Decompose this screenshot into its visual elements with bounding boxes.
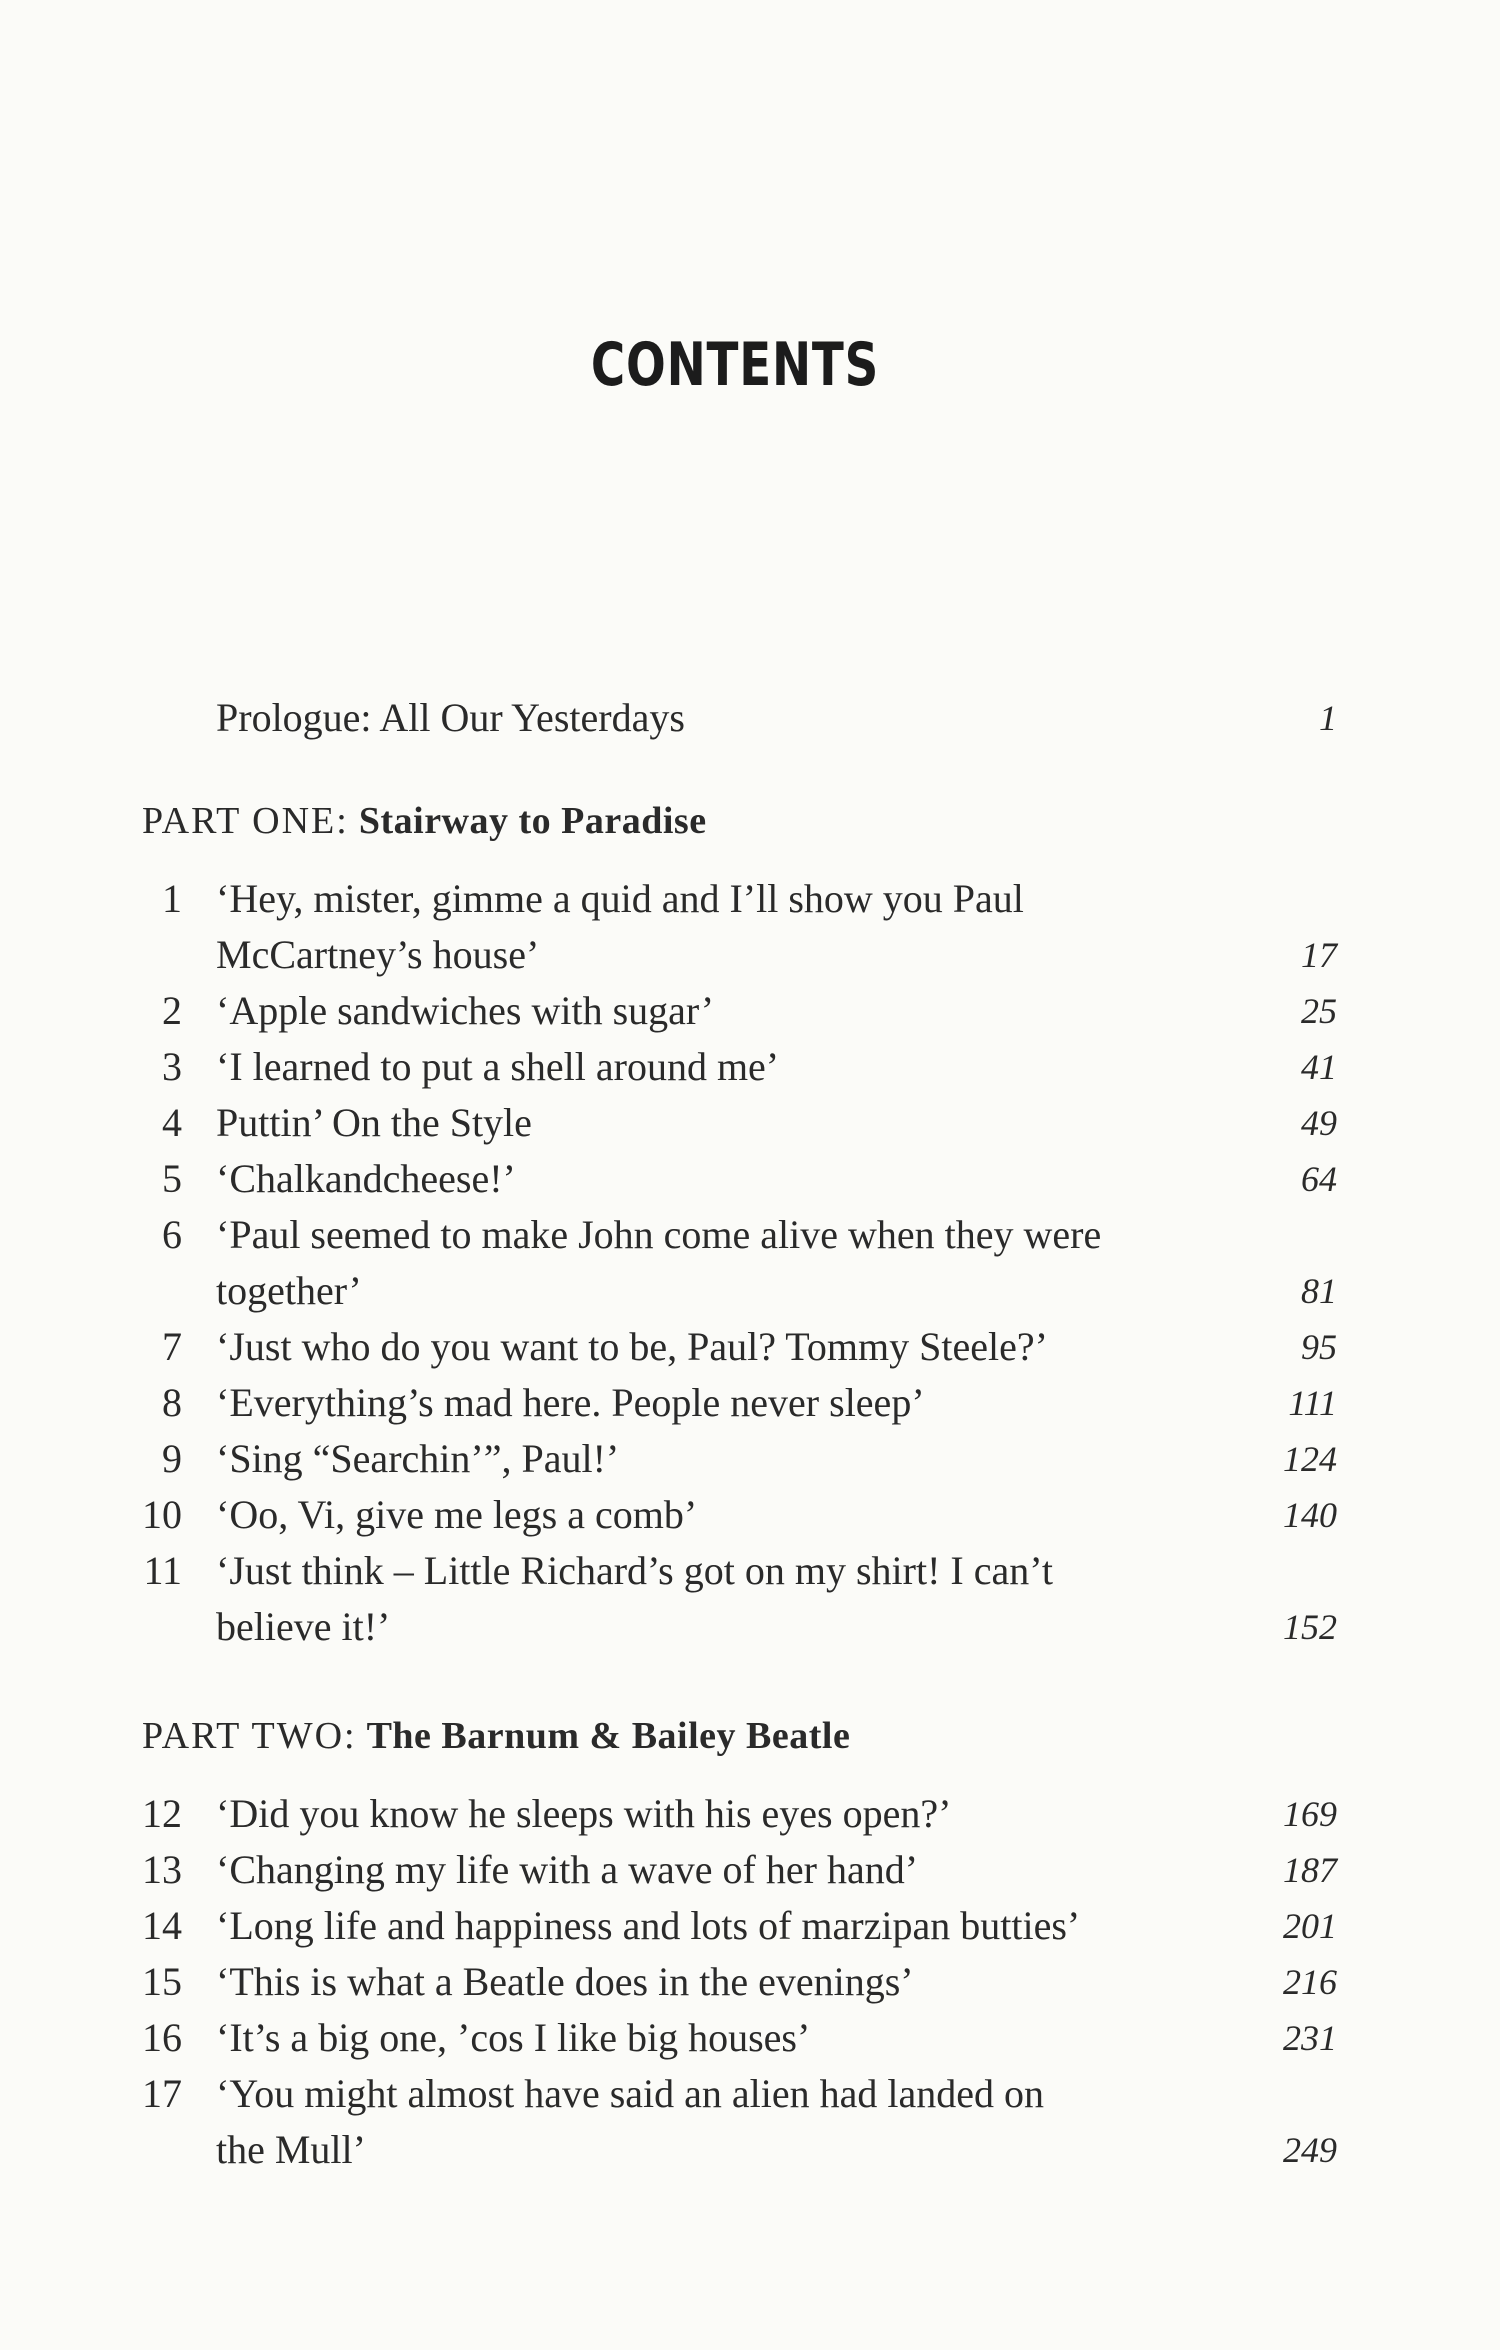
chapter-number: 2 [162,988,182,1033]
chapter-entry [142,1842,1337,1898]
chapter-title [216,1151,1207,1207]
chapter-title [216,1319,1207,1375]
chapter-title-line: ‘Just think – Little Richard’s got on my shirt! I can’t [216,1548,1053,1593]
chapter-page-number: 124 [1283,1439,1337,1479]
chapter-page-number: 169 [1283,1794,1337,1834]
chapter-number: 15 [142,1959,182,2004]
chapter-title-line: ‘Long life and happiness and lots of marzipan butties’ [216,1903,1081,1948]
chapter-number: 9 [162,1436,182,1481]
chapter-page-number: 17 [1301,935,1337,975]
chapter-page-number: 49 [1301,1103,1337,1143]
chapter-number: 10 [142,1492,182,1537]
part-name: Stairway to Paradise [358,800,707,842]
chapter-title-line: Puttin’ On the Style [216,1100,532,1145]
chapter-entry [142,1543,1337,1655]
chapter-title-line: ‘Hey, mister, gimme a quid and I’ll show you Paul [216,876,1024,921]
chapter-title [216,2010,1207,2066]
chapter-title-line: together’ [216,1268,362,1313]
chapter-page-number: 152 [1283,1607,1337,1647]
chapter-entry [142,1039,1337,1095]
chapter-page-number: 201 [1283,1906,1337,1946]
chapter-title-line: the Mull’ [216,2127,366,2172]
chapter-page-number: 231 [1283,2018,1337,2058]
chapter-title [216,1431,1207,1487]
chapter-entry [142,1095,1337,1151]
chapter-title-line: ‘Everything’s mad here. People never sleep’ [216,1380,925,1425]
chapter-title [216,1954,1207,2010]
part-label: PART ONE: [142,800,349,842]
part-name: The Barnum & Bailey Beatle [366,1715,851,1757]
chapter-title [216,1095,1207,1151]
chapter-title [216,1207,1207,1319]
chapter-title-line: ‘This is what a Beatle does in the evenings’ [216,1959,914,2004]
chapter-entry [142,1207,1337,1319]
chapter-title [216,1898,1207,1954]
chapter-title [216,983,1207,1039]
chapter-entry [142,1898,1337,1954]
chapter-title-line: ‘Sing “Searchin’”, Paul!’ [216,1436,620,1481]
chapter-title-line: ‘Oo, Vi, give me legs a comb’ [216,1492,698,1537]
part-heading [142,1708,1337,1764]
chapter-page-number: 249 [1283,2130,1337,2170]
chapter-page-number: 81 [1301,1271,1337,1311]
chapter-title-line: believe it!’ [216,1604,391,1649]
chapter-title-line: ‘Just who do you want to be, Paul? Tommy Steele?’ [216,1324,1048,1369]
chapter-title [216,1487,1207,1543]
part-heading [142,793,1337,849]
chapter-number: 16 [142,2015,182,2060]
chapter-page-number: 41 [1301,1047,1337,1087]
chapter-entry [142,871,1337,983]
chapter-entry [142,1954,1337,2010]
chapter-title-line: ‘Did you know he sleeps with his eyes open?’ [216,1791,952,1836]
chapter-title [216,871,1207,983]
chapter-number: 5 [162,1156,182,1201]
table-of-contents [142,690,1337,2178]
chapter-number: 8 [162,1380,182,1425]
chapter-number: 3 [162,1044,182,1089]
chapter-page-number: 187 [1283,1850,1337,1890]
prologue-entry [142,690,1337,746]
chapter-entry [142,2066,1337,2178]
chapter-entry [142,1151,1337,1207]
chapter-title-line: ‘Chalkandcheese!’ [216,1156,516,1201]
chapter-number: 12 [142,1791,182,1836]
chapter-entry [142,983,1337,1039]
chapter-title-line: McCartney’s house’ [216,932,540,977]
chapter-page-number: 95 [1301,1327,1337,1367]
chapter-entry [142,1319,1337,1375]
chapter-number: 13 [142,1847,182,1892]
chapter-number: 1 [162,876,182,921]
chapter-page-number: 216 [1283,1962,1337,2002]
chapter-title-line: ‘Paul seemed to make John come alive when they were [216,1212,1102,1257]
chapter-entry [142,1487,1337,1543]
chapter-number: 17 [142,2071,182,2116]
chapter-title-line: ‘Changing my life with a wave of her hand’ [216,1847,919,1892]
chapter-entry [142,1431,1337,1487]
chapter-number: 4 [162,1100,182,1145]
prologue-title: Prologue: All Our Yesterdays [216,695,685,740]
part-label: PART TWO: [142,1715,357,1757]
chapter-title-line: ‘You might almost have said an alien had landed on [216,2071,1045,2116]
chapter-page-number: 111 [1288,1383,1337,1423]
chapter-page-number: 140 [1283,1495,1337,1535]
chapter-title-line: ‘It’s a big one, ’cos I like big houses’ [216,2015,811,2060]
chapter-number: 6 [162,1212,182,1257]
chapter-title-line: ‘I learned to put a shell around me’ [216,1044,780,1089]
chapter-title [216,1842,1207,1898]
chapter-title [216,2066,1207,2178]
section-spacer [142,1655,1337,1708]
page-title: CONTENTS [590,330,880,400]
prologue-page-number: 1 [1319,698,1337,738]
chapter-title [216,1543,1207,1655]
chapter-title-line: ‘Apple sandwiches with sugar’ [216,988,715,1033]
chapter-title [216,1375,1207,1431]
chapter-number: 7 [162,1324,182,1369]
chapter-entry [142,1375,1337,1431]
chapter-page-number: 64 [1301,1159,1337,1199]
chapter-entry [142,1786,1337,1842]
chapter-number: 11 [143,1548,182,1593]
chapter-page-number: 25 [1301,991,1337,1031]
chapter-number: 14 [142,1903,182,1948]
chapter-title [216,1786,1207,1842]
chapter-title [216,1039,1207,1095]
chapter-entry [142,2010,1337,2066]
